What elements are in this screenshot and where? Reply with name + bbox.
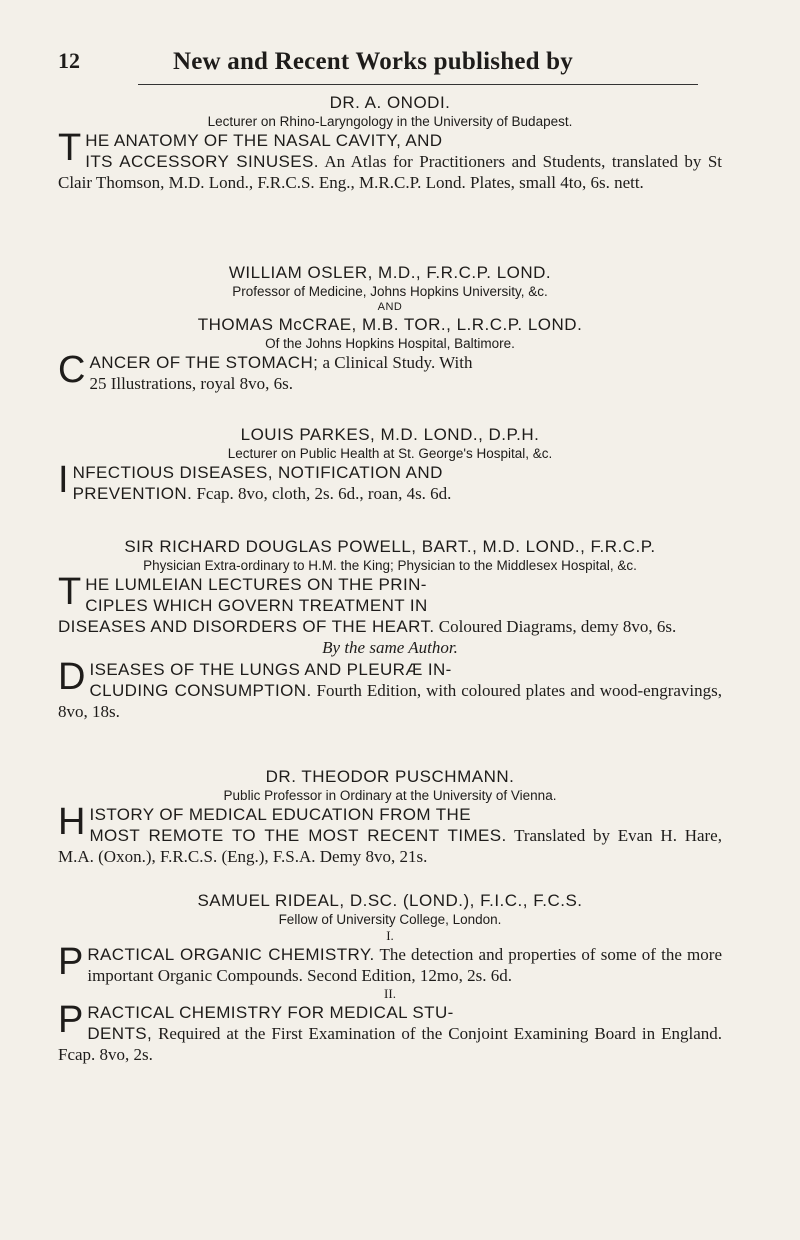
drop-cap: C <box>58 349 86 391</box>
book-title-cont: PREVENTION. <box>72 484 193 503</box>
header-rule <box>138 84 698 85</box>
book-listing-2 <box>58 656 722 722</box>
drop-cap: H <box>58 801 86 843</box>
book-title: RACTICAL ORGANIC CHEMISTRY. <box>87 945 375 964</box>
book-description: Fourth Edition, with coloured plates and wood-engravings, 8vo, 18s. <box>58 681 722 721</box>
book-listing <box>58 349 722 394</box>
running-title: New and Recent Works published by <box>173 48 573 75</box>
author-name: SIR RICHARD DOUGLAS POWELL, BART., M.D. LOND., F.R.C.P. <box>124 537 656 556</box>
entry-onodi <box>58 92 722 193</box>
book-title-cont: DENTS, <box>87 1024 153 1043</box>
book-description: An Atlas for Practitioners and Students, translated by St Clair Thomson, M.D. Lond., F.R.C.S. Eng., M.R.C.P. Lond. Plates, small 4to, 6s. nett. <box>58 152 723 192</box>
drop-cap: P <box>58 999 84 1041</box>
book-listing <box>58 127 723 193</box>
volume-number: II. <box>384 986 396 1001</box>
author-name: WILLIAM OSLER, M.D., F.R.C.P. LOND. <box>228 263 552 282</box>
drop-cap: P <box>58 941 84 983</box>
entry-puschmann <box>58 766 722 867</box>
book-title: ANCER OF THE STOMACH; <box>89 353 319 372</box>
book-title-cont: CLUDING CONSUMPTION. <box>89 681 312 700</box>
entry-parkes <box>58 424 722 504</box>
book-description: Required at the First Examination of the Conjoint Examining Board in England. Fcap. 8vo, 2s. <box>58 1024 722 1064</box>
drop-cap: D <box>58 656 86 698</box>
book-title: ISEASES OF THE LUNGS AND PLEURÆ IN- <box>89 660 452 679</box>
by-same-author: By the same Author. <box>322 638 458 657</box>
drop-cap: T <box>58 127 82 169</box>
author-affiliation: Public Professor in Ordinary at the University of Vienna. <box>223 788 557 803</box>
drop-cap: T <box>58 571 82 613</box>
entry-powell <box>58 536 722 722</box>
entry-osler <box>58 262 722 394</box>
book-description: Coloured Diagrams, demy 8vo, 6s. <box>438 617 677 636</box>
book-title-cont-2: DISEASES AND DISORDERS OF THE HEART. <box>58 617 435 636</box>
book-listing-2 <box>58 999 722 1065</box>
author-affiliation: Lecturer on Rhino-Laryngology in the University of Budapest. <box>207 114 573 129</box>
book-description: The detection and properties of some of the more important Organic Compounds. Second Edition, 12mo, 2s. 6d. <box>87 945 722 985</box>
author-name: SAMUEL RIDEAL, D.SC. (LOND.), F.I.C., F.C.S. <box>197 891 583 910</box>
book-description: Fcap. 8vo, cloth, 2s. 6d., roan, 4s. 6d. <box>196 484 452 503</box>
entry-rideal <box>58 890 722 1065</box>
drop-cap: I <box>58 459 69 501</box>
page-number: 12 <box>58 48 80 73</box>
co-author-affiliation: Of the Johns Hopkins Hospital, Baltimore. <box>265 336 515 351</box>
book-listing <box>58 801 722 867</box>
book-title-cont: CIPLES WHICH GOVERN TREATMENT IN <box>85 596 428 615</box>
book-title: HE LUMLEIAN LECTURES ON THE PRIN- <box>85 575 427 594</box>
and-separator: AND <box>377 301 403 313</box>
book-listing <box>58 459 722 504</box>
book-description: Translated by Evan H. Hare, M.A. (Oxon.), F.R.C.S. (Eng.), F.S.A. Demy 8vo, 21s. <box>58 826 722 866</box>
book-title: HE ANATOMY OF THE NASAL CAVITY, AND <box>85 131 443 150</box>
co-author-name: THOMAS McCRAE, M.B. TOR., L.R.C.P. LOND. <box>197 315 583 334</box>
author-affiliation: Lecturer on Public Health at St. George's Hospital, &c. <box>227 446 553 461</box>
book-listing <box>58 941 722 986</box>
book-listing <box>58 571 722 637</box>
author-affiliation: Physician Extra-ordinary to H.M. the King; Physician to the Middlesex Hospital, &c. <box>143 558 637 573</box>
book-title: RACTICAL CHEMISTRY FOR MEDICAL STU- <box>87 1003 454 1022</box>
author-affiliation: Professor of Medicine, Johns Hopkins University, &c. <box>232 284 548 299</box>
book-description: 25 Illustrations, royal 8vo, 6s. <box>89 374 293 393</box>
volume-number: I. <box>386 928 394 943</box>
book-title: ISTORY OF MEDICAL EDUCATION FROM THE <box>89 805 471 824</box>
author-name: DR. THEODOR PUSCHMANN. <box>265 767 515 786</box>
book-title: NFECTIOUS DISEASES, NOTIFICATION AND <box>72 463 443 482</box>
author-name: DR. A. ONODI. <box>329 93 451 112</box>
book-subtitle: a Clinical Study. With <box>318 353 473 372</box>
book-title-cont: MOST REMOTE TO THE MOST RECENT TIMES. <box>89 826 507 845</box>
book-title-cont: ITS ACCESSORY SINUSES. <box>85 152 319 171</box>
author-affiliation: Fellow of University College, London. <box>278 912 502 927</box>
author-name: LOUIS PARKES, M.D. LOND., D.P.H. <box>240 425 540 444</box>
page-header <box>58 48 722 88</box>
